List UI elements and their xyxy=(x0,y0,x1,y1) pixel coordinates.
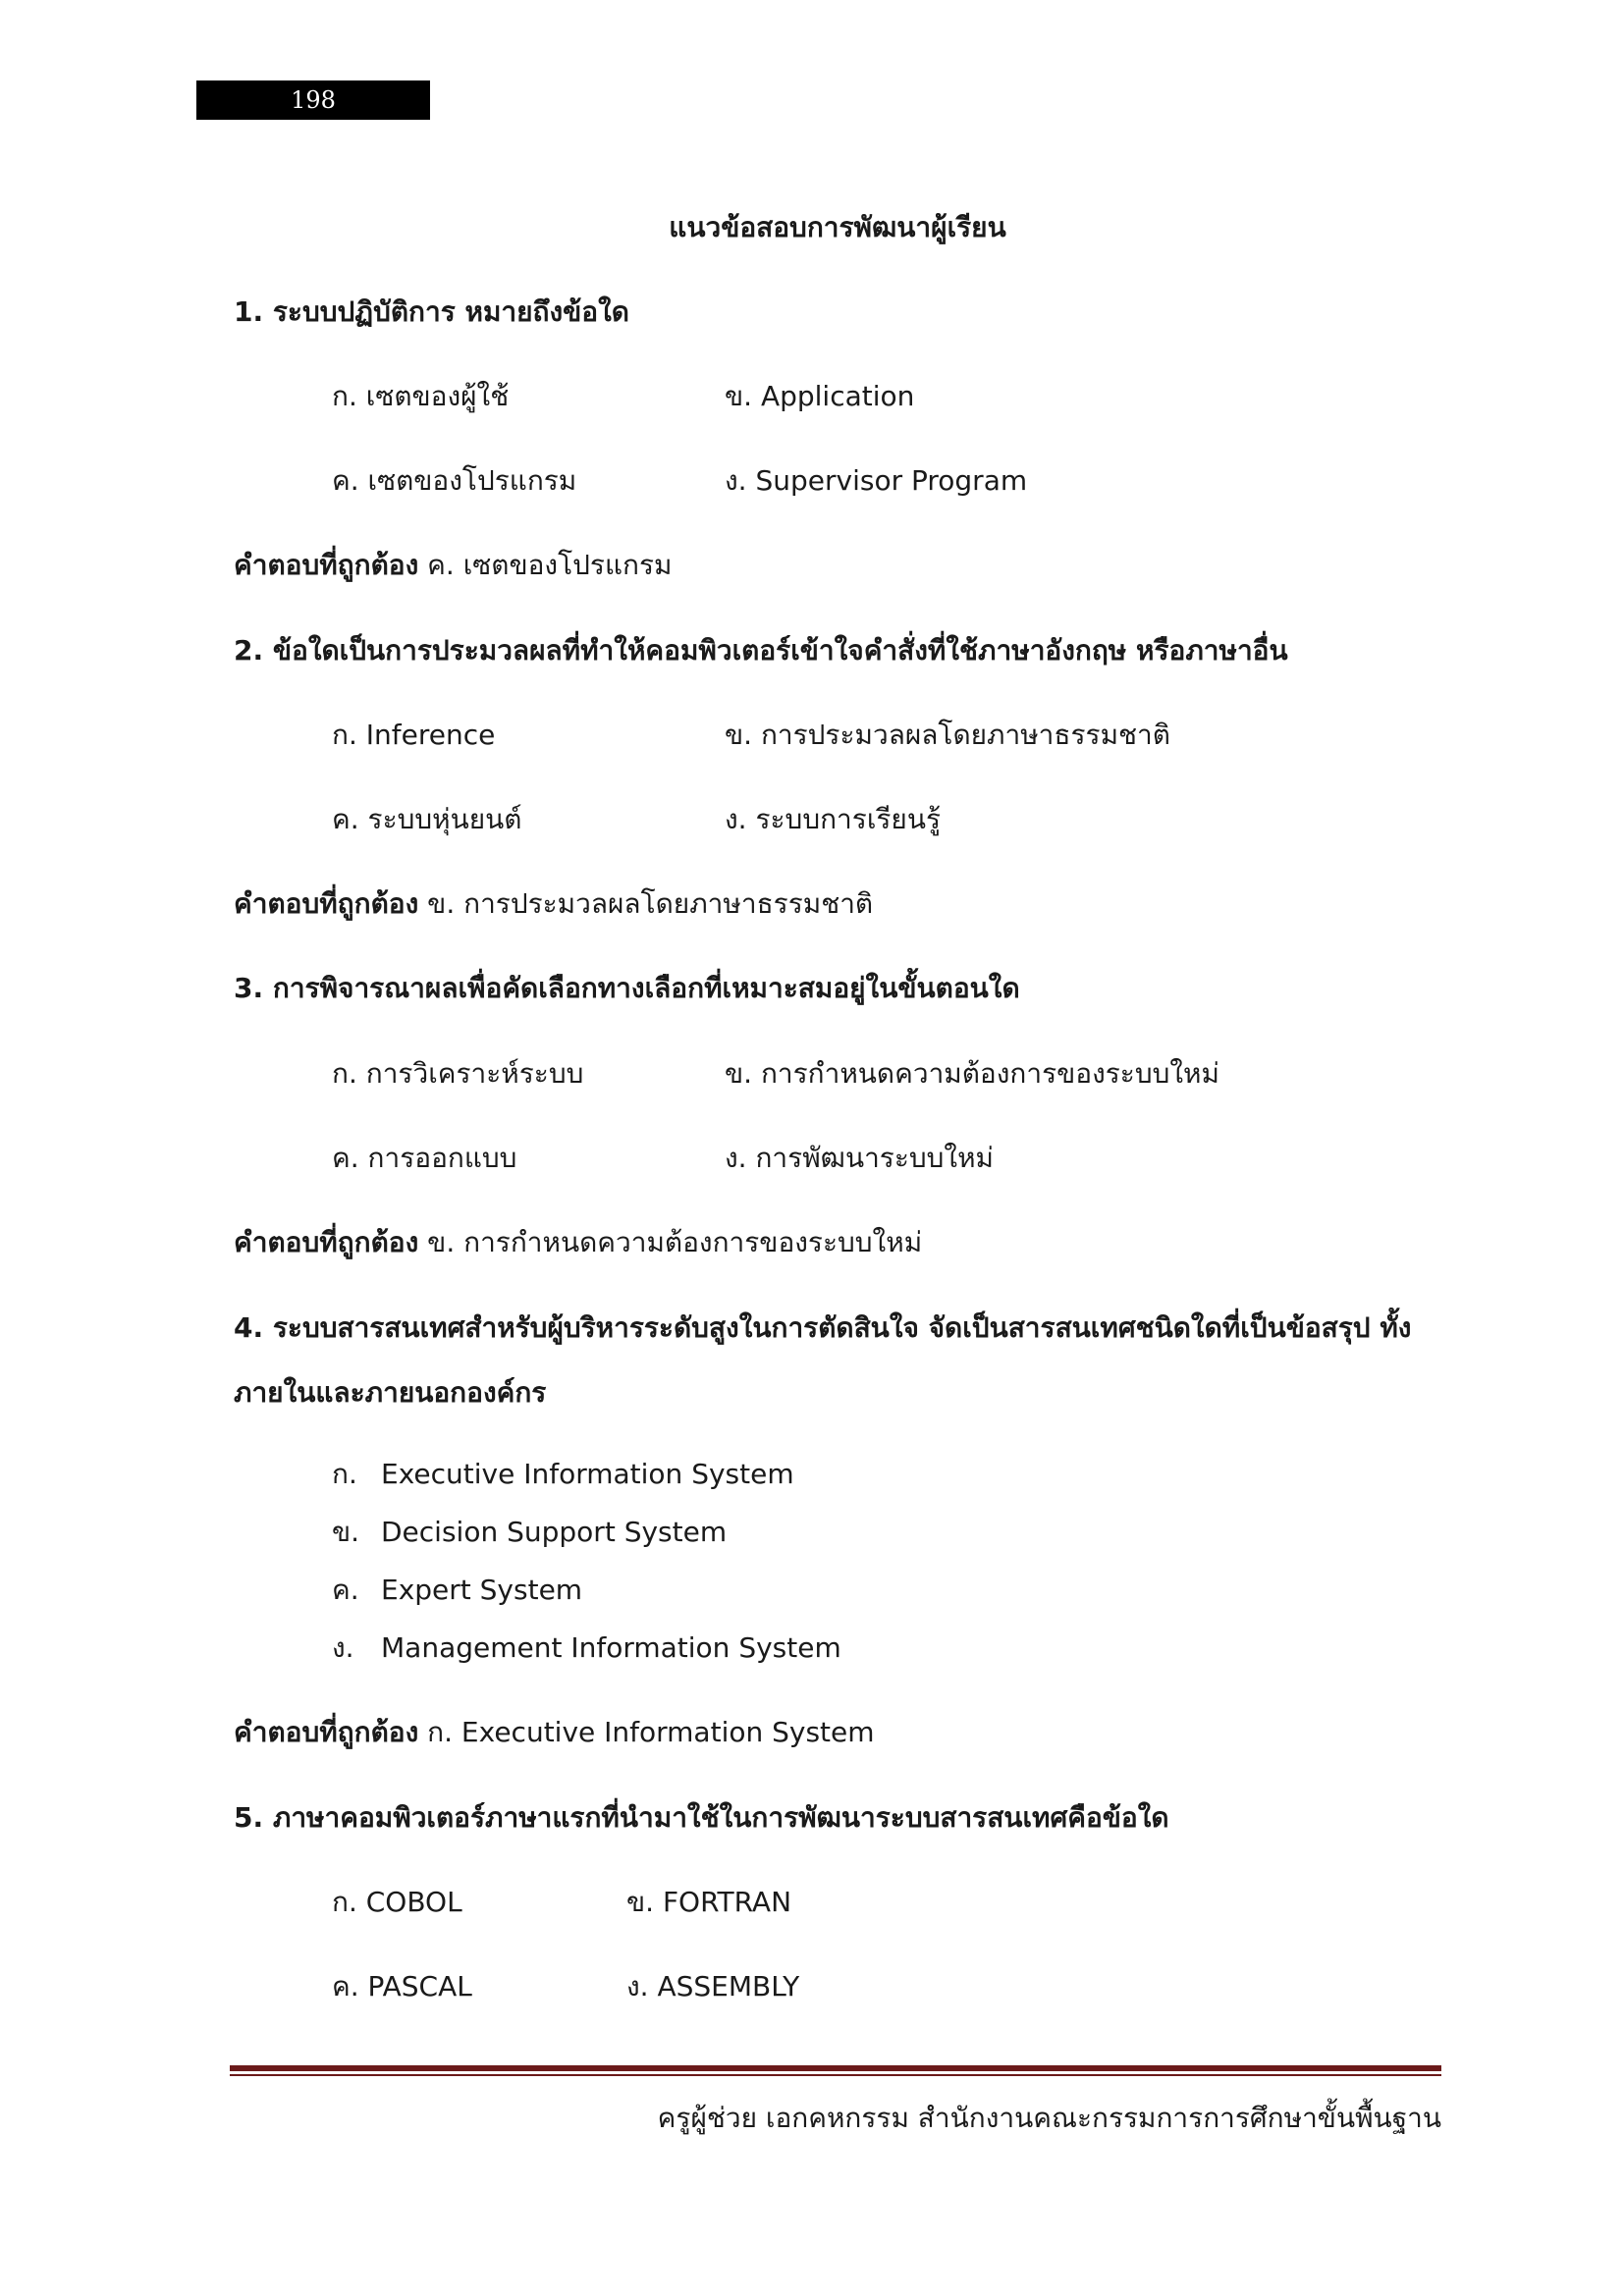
answer-value: ค. เซตของโปรแกรม xyxy=(427,549,673,581)
question-1-option-a: ก. เซตของผู้ใช้ xyxy=(332,380,510,412)
question-1-option-d: ง. Supervisor Program xyxy=(725,464,1028,497)
option-text: Management Information System xyxy=(381,1631,841,1664)
question-4-option-b xyxy=(332,1511,727,1554)
question-3-option-c: ค. การออกแบบ xyxy=(332,1142,517,1174)
question-2-option-a: ก. Inference xyxy=(332,719,496,751)
option-marker: ง. xyxy=(332,1631,354,1664)
answer-value: ข. การประมวลผลโดยภาษาธรรมชาติ xyxy=(427,887,874,920)
question-4: 4. ระบบสารสนเทศสำหรับผู้บริหารระดับสูงในการตัดสินใจ จัดเป็นสารสนเทศชนิดใดที่เป็นข้อสรุป ทั้งภายในและภายนอกองค์กร xyxy=(234,1311,1412,1409)
question-4-option-d xyxy=(332,1627,841,1670)
answer-label: คำตอบที่ถูกต้อง xyxy=(234,549,419,581)
page-title: แนวข้อสอบการพัฒนาผู้เรียน xyxy=(669,211,1006,243)
page-number: 198 xyxy=(196,80,430,120)
answer-value: ก. Executive Information System xyxy=(427,1716,875,1748)
question-3: 3. การพิจารณาผลเพื่อคัดเลือกทางเลือกที่เหมาะสมอยู่ในขั้นตอนใด xyxy=(234,972,1020,1004)
question-5-option-a: ก. COBOL xyxy=(332,1886,462,1918)
question-2-answer xyxy=(234,882,873,926)
answer-label: คำตอบที่ถูกต้อง xyxy=(234,1226,419,1258)
question-1-answer xyxy=(234,544,672,587)
question-3-answer xyxy=(234,1221,922,1264)
option-text: Expert System xyxy=(381,1574,583,1606)
option-marker: ข. xyxy=(332,1516,360,1548)
question-3-option-b: ข. การกำหนดความต้องการของระบบใหม่ xyxy=(725,1057,1219,1090)
question-4-option-c xyxy=(332,1569,582,1612)
question-2: 2. ข้อใดเป็นการประมวลผลที่ทำให้คอมพิวเตอร์เข้าใจคำสั่งที่ใช้ภาษาอังกฤษ หรือภาษาอื่น xyxy=(234,634,1288,667)
footer-text: ครูผู้ช่วย เอกคหกรรม สำนักงานคณะกรรมการการศึกษาขั้นพื้นฐาน xyxy=(657,2102,1441,2134)
question-4-answer xyxy=(234,1711,875,1754)
question-4-option-a xyxy=(332,1453,794,1496)
option-text: Decision Support System xyxy=(381,1516,728,1548)
question-5-option-c: ค. PASCAL xyxy=(332,1970,472,2002)
option-marker: ก. xyxy=(332,1458,357,1490)
question-5: 5. ภาษาคอมพิวเตอร์ภาษาแรกที่นำมาใช้ในการพัฒนาระบบสารสนเทศคือข้อใด xyxy=(234,1801,1169,1834)
question-2-option-b: ข. การประมวลผลโดยภาษาธรรมชาติ xyxy=(725,719,1170,751)
question-1-option-c: ค. เซตของโปรแกรม xyxy=(332,464,577,497)
question-2-option-d: ง. ระบบการเรียนรู้ xyxy=(725,803,942,835)
question-3-option-d: ง. การพัฒนาระบบใหม่ xyxy=(725,1142,995,1174)
question-1: 1. ระบบปฏิบัติการ หมายถึงข้อใด xyxy=(234,295,629,328)
answer-value: ข. การกำหนดความต้องการของระบบใหม่ xyxy=(427,1226,923,1258)
answer-label: คำตอบที่ถูกต้อง xyxy=(234,1716,419,1748)
question-5-option-d: ง. ASSEMBLY xyxy=(626,1970,800,2002)
question-1-option-b: ข. Application xyxy=(725,380,915,412)
footer-divider-thin xyxy=(230,2074,1441,2076)
option-marker: ค. xyxy=(332,1574,359,1606)
answer-label: คำตอบที่ถูกต้อง xyxy=(234,887,419,920)
footer-divider xyxy=(230,2065,1441,2071)
question-2-option-c: ค. ระบบหุ่นยนต์ xyxy=(332,803,522,835)
question-3-option-a: ก. การวิเคราะห์ระบบ xyxy=(332,1057,584,1090)
question-5-option-b: ข. FORTRAN xyxy=(626,1886,792,1918)
option-text: Executive Information System xyxy=(381,1458,794,1490)
